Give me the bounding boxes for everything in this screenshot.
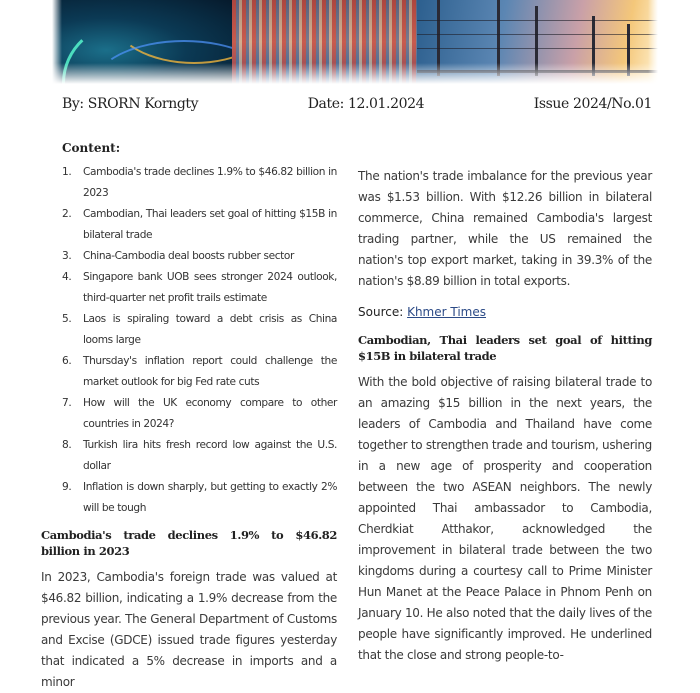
toc-item-text: Turkish lira hits fresh record low against the U.S. dollar <box>83 439 337 472</box>
toc-item[interactable] <box>62 204 337 246</box>
power-lines-image <box>417 0 658 84</box>
table-of-contents <box>62 162 337 519</box>
toc-item-text: Inflation is down sharply, but getting to exactly 2% will be tough <box>83 481 337 514</box>
toc-item-text: Cambodia's trade declines 1.9% to $46.82 billion in 2023 <box>83 166 337 199</box>
toc-item-number: 4. <box>62 271 72 283</box>
toc-item[interactable] <box>62 351 337 393</box>
header-banner <box>52 0 658 84</box>
left-column <box>41 140 337 693</box>
toc-item-text: Laos is spiraling toward a debt crisis as China looms large <box>83 313 337 346</box>
container-port-image <box>232 0 417 84</box>
source-label: Source: <box>358 305 408 319</box>
toc-item[interactable] <box>62 477 337 519</box>
byline <box>62 96 652 118</box>
issue-date: Date: 12.01.2024 <box>307 96 425 112</box>
toc-item-number: 9. <box>62 481 72 493</box>
toc-item-number: 6. <box>62 355 72 367</box>
toc-item-text: China-Cambodia deal boosts rubber sector <box>83 250 294 262</box>
source-line <box>358 304 652 320</box>
author: By: SRORN Korngty <box>62 96 199 112</box>
right-column <box>358 166 652 666</box>
toc-item-text: Singapore bank UOB sees stronger 2024 outlook, third-quarter net profit trails estimate <box>83 271 337 304</box>
article-heading: Cambodian, Thai leaders set goal of hitting $15B in bilateral trade <box>358 333 652 363</box>
toc-title: Content: <box>62 141 121 155</box>
finance-chart-image <box>52 0 232 84</box>
toc-item-text: Cambodian, Thai leaders set goal of hitting $15B in bilateral trade <box>83 208 337 241</box>
article-body: With the bold objective of raising bilateral trade to an amazing $15 billion in the next years, the leaders of Cambodia and Thailand have come together to strengthen trade and tourism, ushering in a new age of prosperity and cooperation between the two ASEAN neighbors. The newly appointed Thai ambassador to Cambodia, Cherdkiat Atthakor, acknowledged the improvement in bilateral trade between the two kingdoms during a courtesy call to Prime Minister Hun Manet at the Peace Palace in Phnom Penh on January 10. He also noted that the daily lives of the people have significantly improved. He underlined that the close and strong people-to- <box>358 375 652 662</box>
toc-item-text: How will the UK economy compare to other countries in 2024? <box>83 397 337 430</box>
toc-item[interactable] <box>62 162 337 204</box>
toc-item[interactable] <box>62 246 337 267</box>
article-body: In 2023, Cambodia's foreign trade was valued at $46.82 billion, indicating a 1.9% decrease from the previous year. The General Department of Customs and Excise (GDCE) issued trade figures yesterday that indicated a 5% decrease in imports and a minor <box>41 570 337 689</box>
toc-item-number: 5. <box>62 313 72 325</box>
issue-number: Issue 2024/No.01 <box>533 96 652 112</box>
toc-item-number: 2. <box>62 208 72 220</box>
toc-item[interactable] <box>62 267 337 309</box>
toc-item[interactable] <box>62 309 337 351</box>
toc-item[interactable] <box>62 435 337 477</box>
source-link[interactable]: Khmer Times <box>407 305 486 319</box>
toc-item-number: 1. <box>62 166 72 178</box>
toc-item[interactable] <box>62 393 337 435</box>
toc-item-number: 8. <box>62 439 72 451</box>
toc-item-number: 3. <box>62 250 72 262</box>
toc-item-text: Thursday's inflation report could challenge the market outlook for big Fed rate cuts <box>83 355 337 388</box>
article-body-continued: The nation's trade imbalance for the previous year was $1.53 billion. With $12.26 billion in bilateral commerce, China remained Cambodia's largest trading partner, while the US remained the nation's top export market, taking in 39.3% of the nation's $8.89 billion in total exports. <box>358 169 652 288</box>
article-trade-declines <box>41 527 337 693</box>
article-heading: Cambodia's trade declines 1.9% to $46.82 billion in 2023 <box>41 528 337 558</box>
toc-item-number: 7. <box>62 397 72 409</box>
